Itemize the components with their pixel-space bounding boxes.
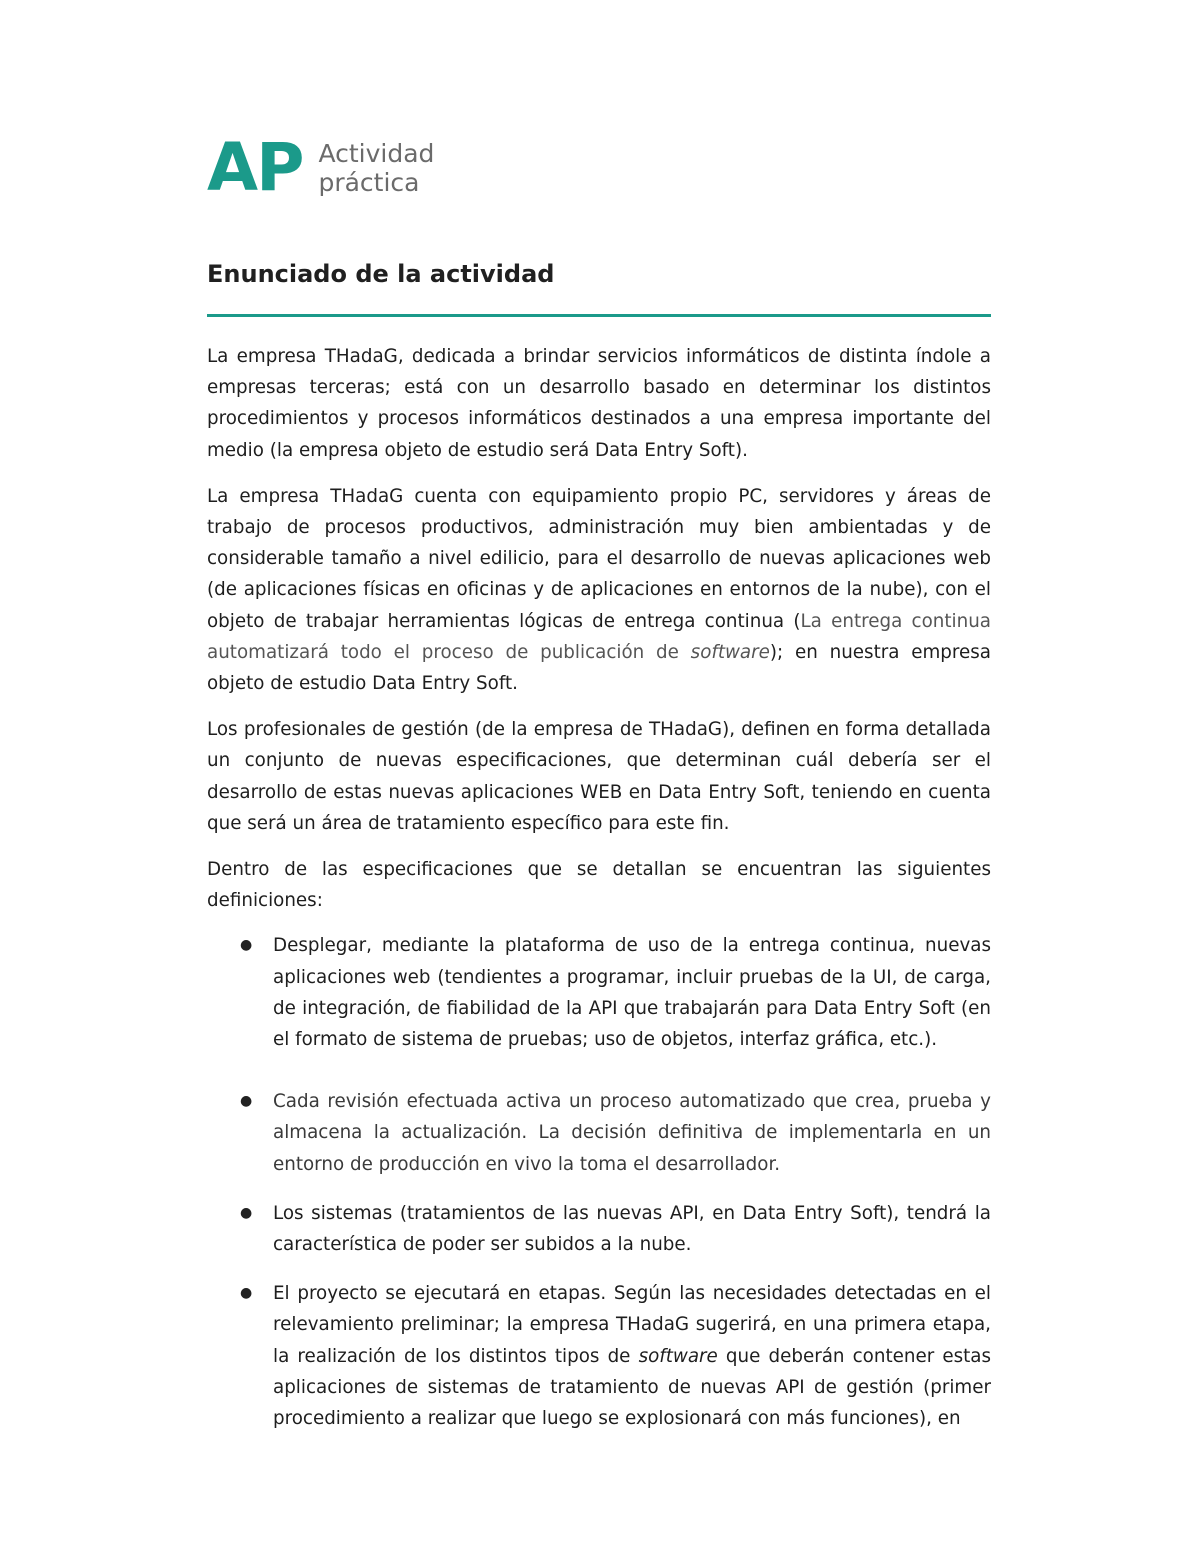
list-item bbox=[207, 1198, 991, 1260]
paragraph-2-software: software bbox=[690, 641, 770, 663]
bullet-icon: ● bbox=[240, 1204, 253, 1221]
bullet-icon: ● bbox=[240, 937, 253, 954]
paragraph-2-part-2: La entrega continua automatizará todo el proceso de publicación de bbox=[207, 610, 991, 663]
specifications-list bbox=[207, 930, 991, 1434]
paragraph-1: La empresa THadaG, dedicada a brindar servicios informáticos de distinta índole a empresas terceras; está con un desarrollo basado en determinar los distintos procedimientos y procesos informáticos destinados a una empresa importante del medio (la empresa objeto de estudio será Data Entry Soft). bbox=[207, 346, 991, 461]
bullet-icon: ● bbox=[240, 1093, 253, 1110]
logo-line-2: práctica bbox=[318, 168, 420, 197]
list-item-text: Cada revisión efectuada activa un proceso automatizado que crea, prueba y almacena la actualización. La decisión definitiva de implementarla en un entorno de producción en vivo la toma el desarrollador. bbox=[273, 1091, 991, 1175]
list-item bbox=[207, 1278, 991, 1434]
list-item bbox=[207, 1086, 991, 1180]
paragraph-2-part-1: La empresa THadaG cuenta con equipamiento propio PC, servidores y áreas de trabajo de procesos productivos, administración muy bien ambientadas y de considerable tamaño a nivel edilicio, para el desarrollo de nuevas aplicaciones web (de aplicaciones físicas en oficinas y de aplicaciones en entornos de la nube), con el objeto de trabajar herramientas lógicas de entrega continua ( bbox=[207, 485, 991, 632]
list-item bbox=[207, 930, 991, 1055]
logo-mark: AP bbox=[207, 129, 303, 206]
logo-line-1: Actividad bbox=[318, 139, 435, 168]
bullet-icon: ● bbox=[240, 1285, 253, 1302]
paragraph-2-part-3: ); en nuestra empresa objeto de estudio Data Entry Soft. bbox=[207, 641, 991, 695]
list-item-text-part-1: El proyecto se ejecutará en etapas. Según las necesidades detectadas en el relevamiento preliminar; la empresa THadaG sugerirá, en una primera etapa, la realización de los distintos tipos de bbox=[273, 1283, 991, 1367]
title-divider bbox=[207, 314, 991, 317]
list-item-text-part-2: que deberán contener estas aplicaciones de sistemas de tratamiento de nuevas API de gestión (primer procedimiento a realizar que luego se explosionará con más funciones), en bbox=[273, 1345, 991, 1430]
document-body bbox=[207, 341, 991, 1434]
paragraph-2 bbox=[207, 481, 991, 699]
logo bbox=[207, 129, 435, 206]
paragraph-3: Los profesionales de gestión (de la empresa de THadaG), definen en forma detallada un conjunto de nuevas especificaciones, que determinan cuál debería ser el desarrollo de estas nuevas aplicaciones WEB en Data Entry Soft, teniendo en cuenta que será un área de tratamiento específico para este fin. bbox=[207, 719, 991, 834]
list-item-software: software bbox=[638, 1345, 718, 1367]
logo-text bbox=[318, 139, 434, 197]
list-item-text: Desplegar, mediante la plataforma de uso de la entrega continua, nuevas aplicaciones web (tendientes a programar, incluir pruebas de la UI, de carga, de integración, de fiabilidad de la API que trabajarán para Data Entry Soft (en el formato de sistema de pruebas; uso de objetos, interfaz gráfica, etc.). bbox=[273, 935, 991, 1051]
page-title: Enunciado de la actividad bbox=[207, 260, 555, 288]
list-item-text: Los sistemas (tratamientos de las nuevas API, en Data Entry Soft), tendrá la característica de poder ser subidos a la nube. bbox=[273, 1202, 991, 1256]
paragraph-4: Dentro de las especificaciones que se detallan se encuentran las siguientes definiciones: bbox=[207, 859, 991, 912]
